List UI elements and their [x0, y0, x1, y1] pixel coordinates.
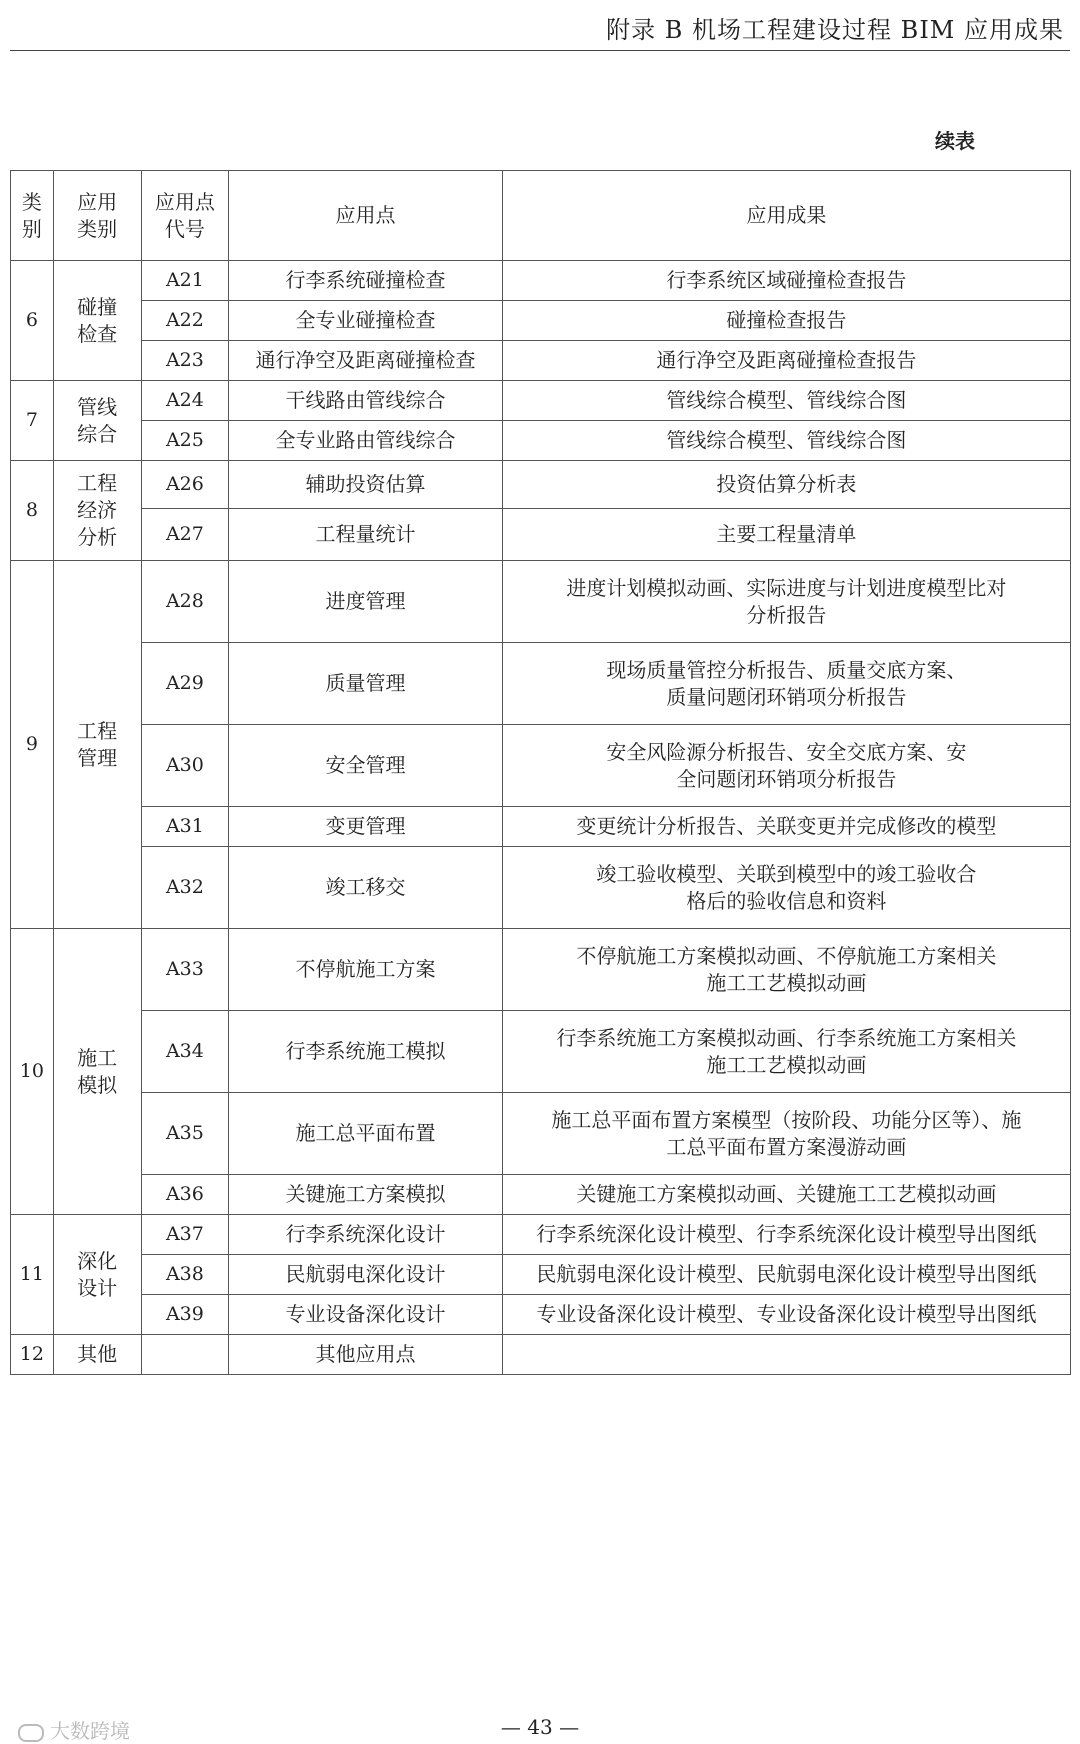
point-cell: 行李系统施工模拟 — [229, 1011, 502, 1093]
code-cell: A21 — [141, 261, 229, 301]
category-number: 9 — [11, 561, 54, 929]
table-row — [11, 1215, 1071, 1255]
code-cell: A25 — [141, 421, 229, 461]
result-cell: 投资估算分析表 — [502, 461, 1070, 509]
header-category: 类别 — [11, 171, 54, 261]
code-cell: A29 — [141, 643, 229, 725]
header-app-category: 应用类别 — [53, 171, 141, 261]
code-cell: A39 — [141, 1295, 229, 1335]
category-name: 工程经济分析 — [53, 461, 141, 561]
category-number: 12 — [11, 1335, 54, 1375]
result-cell: 行李系统施工方案模拟动画、行李系统施工方案相关施工工艺模拟动画 — [502, 1011, 1070, 1093]
point-cell: 不停航施工方案 — [229, 929, 502, 1011]
result-cell: 变更统计分析报告、关联变更并完成修改的模型 — [502, 807, 1070, 847]
result-cell: 进度计划模拟动画、实际进度与计划进度模型比对分析报告 — [502, 561, 1070, 643]
result-cell: 关键施工方案模拟动画、关键施工工艺模拟动画 — [502, 1175, 1070, 1215]
category-name: 碰撞检查 — [53, 261, 141, 381]
code-cell: A38 — [141, 1255, 229, 1295]
result-cell: 管线综合模型、管线综合图 — [502, 381, 1070, 421]
point-cell: 干线路由管线综合 — [229, 381, 502, 421]
header-title: 附录 B 机场工程建设过程 BIM 应用成果 — [606, 16, 1064, 44]
table-row — [11, 461, 1071, 509]
code-cell: A26 — [141, 461, 229, 509]
continued-label: 续表 — [935, 129, 975, 153]
code-cell: A36 — [141, 1175, 229, 1215]
code-cell: A28 — [141, 561, 229, 643]
table-row — [11, 725, 1071, 807]
table-row — [11, 421, 1071, 461]
table-header-row — [11, 171, 1071, 261]
code-cell: A23 — [141, 341, 229, 381]
result-cell: 专业设备深化设计模型、专业设备深化设计模型导出图纸 — [502, 1295, 1070, 1335]
code-cell: A30 — [141, 725, 229, 807]
point-cell: 行李系统深化设计 — [229, 1215, 502, 1255]
table-row — [11, 1335, 1071, 1375]
table-row — [11, 561, 1071, 643]
point-cell: 辅助投资估算 — [229, 461, 502, 509]
category-name: 工程管理 — [53, 561, 141, 929]
point-cell: 变更管理 — [229, 807, 502, 847]
point-cell: 工程量统计 — [229, 509, 502, 561]
point-cell: 进度管理 — [229, 561, 502, 643]
point-cell: 行李系统碰撞检查 — [229, 261, 502, 301]
point-cell: 全专业路由管线综合 — [229, 421, 502, 461]
result-cell: 主要工程量清单 — [502, 509, 1070, 561]
category-number: 10 — [11, 929, 54, 1215]
code-cell: A31 — [141, 807, 229, 847]
result-cell: 现场质量管控分析报告、质量交底方案、质量问题闭环销项分析报告 — [502, 643, 1070, 725]
code-cell: A33 — [141, 929, 229, 1011]
page-number: — 43 — — [500, 1715, 580, 1739]
point-cell: 全专业碰撞检查 — [229, 301, 502, 341]
point-cell: 其他应用点 — [229, 1335, 502, 1375]
result-cell — [502, 1335, 1070, 1375]
table-row — [11, 301, 1071, 341]
result-cell: 通行净空及距离碰撞检查报告 — [502, 341, 1070, 381]
watermark-logo-icon — [18, 1724, 44, 1742]
result-cell: 管线综合模型、管线综合图 — [502, 421, 1070, 461]
point-cell: 民航弱电深化设计 — [229, 1255, 502, 1295]
category-number: 7 — [11, 381, 54, 461]
table-row — [11, 1295, 1071, 1335]
category-name: 其他 — [53, 1335, 141, 1375]
result-cell: 民航弱电深化设计模型、民航弱电深化设计模型导出图纸 — [502, 1255, 1070, 1295]
table-row — [11, 381, 1071, 421]
table-row — [11, 807, 1071, 847]
point-cell: 专业设备深化设计 — [229, 1295, 502, 1335]
category-number: 8 — [11, 461, 54, 561]
code-cell: A27 — [141, 509, 229, 561]
table-row — [11, 847, 1071, 929]
code-cell: A35 — [141, 1093, 229, 1175]
result-cell: 施工总平面布置方案模型（按阶段、功能分区等）、施工总平面布置方案漫游动画 — [502, 1093, 1070, 1175]
bim-application-table — [10, 170, 1071, 1375]
point-cell: 安全管理 — [229, 725, 502, 807]
header-point: 应用点 — [229, 171, 502, 261]
header-result: 应用成果 — [502, 171, 1070, 261]
code-cell: A37 — [141, 1215, 229, 1255]
table-row — [11, 1175, 1071, 1215]
category-number: 6 — [11, 261, 54, 381]
result-cell: 竣工验收模型、关联到模型中的竣工验收合格后的验收信息和资料 — [502, 847, 1070, 929]
table-row — [11, 261, 1071, 301]
table-row — [11, 643, 1071, 725]
code-cell: A32 — [141, 847, 229, 929]
header-code: 应用点代号 — [141, 171, 229, 261]
point-cell: 施工总平面布置 — [229, 1093, 502, 1175]
result-cell: 安全风险源分析报告、安全交底方案、安全问题闭环销项分析报告 — [502, 725, 1070, 807]
table-row — [11, 929, 1071, 1011]
category-name: 施工模拟 — [53, 929, 141, 1215]
point-cell: 通行净空及距离碰撞检查 — [229, 341, 502, 381]
category-number: 11 — [11, 1215, 54, 1335]
page-header — [10, 0, 1070, 51]
table-row — [11, 1011, 1071, 1093]
table-row — [11, 341, 1071, 381]
code-cell: A24 — [141, 381, 229, 421]
point-cell: 竣工移交 — [229, 847, 502, 929]
result-cell: 碰撞检查报告 — [502, 301, 1070, 341]
watermark: 大数跨境 — [18, 1715, 130, 1744]
table-row — [11, 1255, 1071, 1295]
table-row — [11, 509, 1071, 561]
category-name: 深化设计 — [53, 1215, 141, 1335]
code-cell — [141, 1335, 229, 1375]
result-cell: 行李系统区域碰撞检查报告 — [502, 261, 1070, 301]
result-cell: 不停航施工方案模拟动画、不停航施工方案相关施工工艺模拟动画 — [502, 929, 1070, 1011]
point-cell: 关键施工方案模拟 — [229, 1175, 502, 1215]
category-name: 管线综合 — [53, 381, 141, 461]
code-cell: A34 — [141, 1011, 229, 1093]
code-cell: A22 — [141, 301, 229, 341]
point-cell: 质量管理 — [229, 643, 502, 725]
result-cell: 行李系统深化设计模型、行李系统深化设计模型导出图纸 — [502, 1215, 1070, 1255]
table-row — [11, 1093, 1071, 1175]
